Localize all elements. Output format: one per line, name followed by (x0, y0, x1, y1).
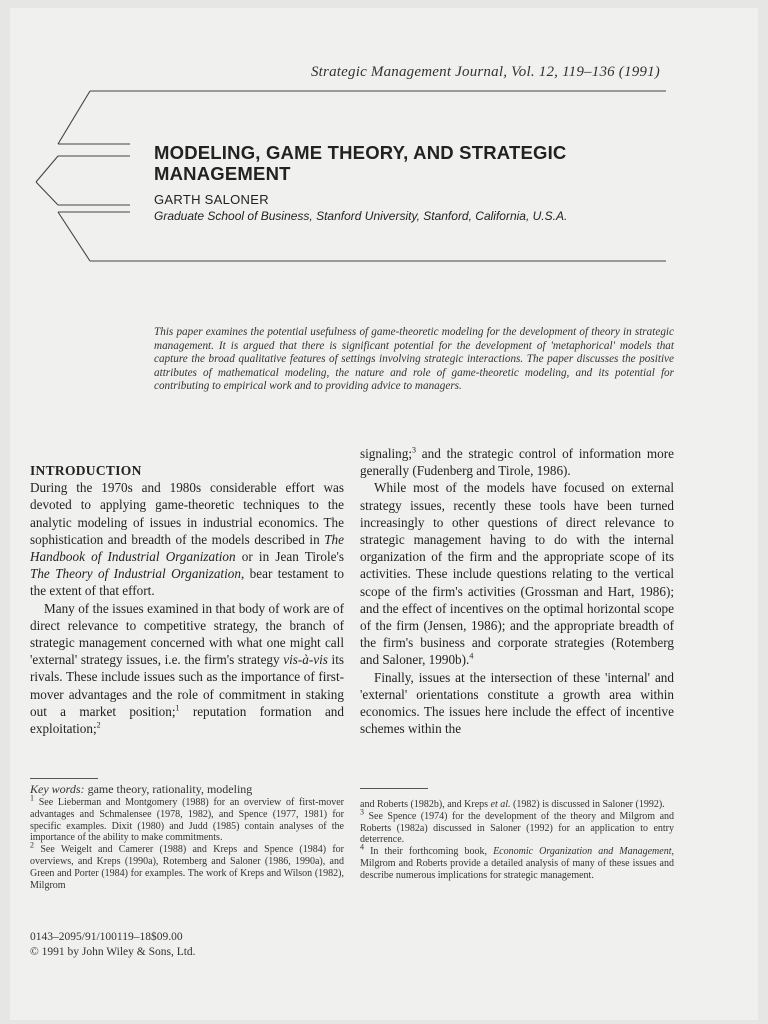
section-heading: INTRODUCTION (30, 463, 142, 478)
issn-line: 0143–2095/91/100119–18$09.00 (30, 931, 183, 943)
footnote-1 (30, 793, 345, 844)
footnote-text: See Weigelt and Camerer (1988) and Kreps and Spence (1984) for overviews, and Kreps (1990a), Rotemberg and Saloner (1986, 1990a), and Green and Porter (1984) for examples. The work of Kreps and Wilson (1982), Milgrom (30, 844, 344, 891)
key-words-label: Key words: (30, 782, 85, 796)
author-name: GARTH SALONER (154, 192, 269, 207)
footnote-marker: 3 (412, 445, 417, 455)
footnote-divider (30, 778, 98, 779)
footnote-text: See Spence (1974) for the development of the theory and Milgrom and Roberts (1982a) discussed in Saloner (1992) for an application to entry deterrence. (360, 810, 675, 846)
footnote-number: 4 (360, 842, 364, 852)
abstract: This paper examines the potential usefulness of game-theoretic modeling for the development of theory in strategic management. It is argued that there is significant potential for the development of 'metaphorical' models that capture the broad qualitative features of settings involving strategic interactions. The paper discusses the positive attributes of mathematical modeling, the nature and role of game-theoretic modeling, and its potential for contributing to empirical work and to providing advice to managers. (154, 326, 674, 393)
book-title: The Handbook of Industrial Organization (30, 531, 344, 565)
footnote-2-continued (360, 799, 674, 811)
col2-paragraph-3: Finally, issues at the intersection of these 'internal' and 'external' orientations constitute a growth area within economics. The issues here include the effect of incentive schemes within the (360, 669, 674, 737)
text-run: , bear testament to the extent of that effort. (30, 566, 344, 599)
copyright-line: © 1991 by John Wiley & Sons, Ltd. (30, 946, 196, 958)
footnote-text: and Roberts (1982b), and Kreps (360, 799, 491, 810)
footnote-3 (360, 807, 675, 846)
author-affiliation: Graduate School of Business, Stanford University, Stanford, California, U.S.A. (154, 209, 568, 223)
col2-paragraph-1 (360, 445, 674, 479)
text-run: Many of the issues examined in that body of work are of direct relevance to competitive strategy, the branch of strategic management concerned with what one might call 'external' strategy issues, i.e. the firm's strategy (30, 600, 344, 668)
footnotes-right (360, 799, 674, 882)
footnote-2 (30, 840, 344, 891)
text-run: During the 1970s and 1980s considerable effort was devoted to applying game-theoretic techniques to the analytic modeling of issues in industrial economics. The sophistication and breadth of the models described in (30, 480, 344, 547)
key-words-text: game theory, rationality, modeling (87, 782, 253, 796)
footnote-text: , Milgrom and Roberts provide a detailed analysis of many of these issues and describe numerous implications for strategic management. (360, 846, 674, 881)
footnote-number: 3 (360, 807, 364, 817)
footnote-number: 1 (30, 793, 34, 803)
journal-page (10, 8, 758, 1020)
text-run: reputation formation and exploitation; (30, 703, 344, 737)
text-run: and the strategic control of information more generally (Fudenberg and Tirole, 1986). (360, 446, 674, 479)
italic-phrase: vis-à-vis (283, 652, 328, 668)
text-run: signaling; (360, 446, 413, 461)
footnote-text: (1982) is discussed in Saloner (1992). (510, 799, 665, 810)
footnote-divider (360, 788, 428, 789)
footnote-text: See Lieberman and Montgomery (1988) for an overview of first-mover advantages and Schmalensee (1978, 1982), and Spence (1977, 1981) for specific examples. Dixit (1980) and Judd (1985) contain analyses of the importance of the ability to make commitments. (30, 797, 345, 844)
footnote-marker: 2 (96, 720, 101, 730)
footnote-number: 2 (30, 840, 34, 850)
footnote-text: In their forthcoming book, (370, 846, 494, 858)
book-title: Economic Organization and Management (493, 846, 672, 858)
article-title: MODELING, GAME THEORY, AND STRATEGIC MANAGEMENT (154, 142, 567, 184)
footnotes-left (30, 782, 344, 891)
copyright-block (30, 930, 196, 960)
text-run: While most of the models have focused on external strategy issues, recently these tools have been turned increasingly to other questions of direct relevance to strategic management having to do with the internal organization of the firm and the appropriate scope of its activities. These include questions relating to the vertical scope of the firm's activities (Grossman and Hart, 1986); and the effect of incentives on the optimal horizontal scope of the firm (Jensen, 1986); and the appropriate breadth of the firm's business and corporate strategies (Rotemberg and Saloner, 1990b). (360, 480, 674, 668)
intro-paragraph-1 (30, 479, 344, 599)
key-words (30, 782, 344, 796)
text-run: its rivals. These include issues such as the importance of first-mover advantages and the role of commitment in staking out a market position; (30, 652, 344, 719)
right-column (360, 445, 674, 737)
intro-paragraph-2 (30, 600, 344, 738)
col2-paragraph-2 (360, 479, 674, 668)
footnote-marker: 1 (175, 703, 180, 713)
text-run: or in Jean Tirole's (235, 549, 344, 565)
book-title: The Theory of Industrial Organization (30, 566, 241, 582)
footnote-marker: 4 (469, 652, 474, 662)
italic-phrase: et al. (490, 799, 511, 810)
journal-citation: Strategic Management Journal, Vol. 12, 119–136 (1991) (310, 64, 660, 80)
footnote-4 (360, 842, 674, 881)
left-column (30, 462, 344, 737)
